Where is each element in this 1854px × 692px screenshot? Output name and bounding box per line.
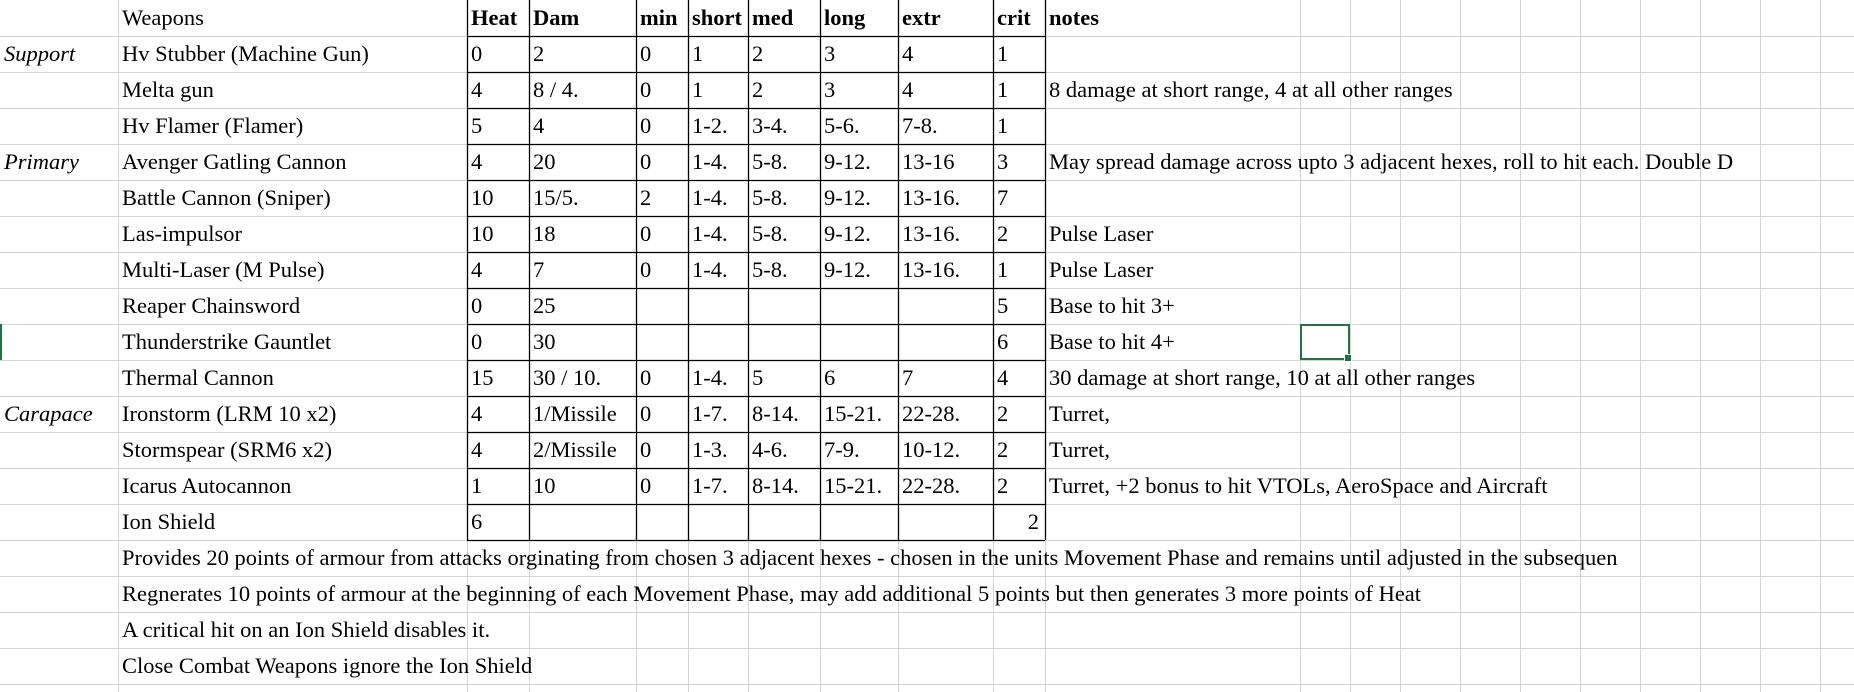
weapon-name[interactable]: Avenger Gatling Cannon xyxy=(122,149,347,174)
cell-min[interactable]: 0 xyxy=(640,401,652,426)
cell-dam[interactable]: 20 xyxy=(533,149,556,174)
footer-note[interactable]: A critical hit on an Ion Shield disables it. xyxy=(122,617,491,642)
cell-med[interactable]: 8-14. xyxy=(752,401,799,426)
cell-dam[interactable]: 10 xyxy=(533,473,556,498)
cell-heat[interactable]: 10 xyxy=(471,185,494,210)
cell-crit[interactable]: 3 xyxy=(997,149,1009,174)
cell-notes[interactable]: Pulse Laser xyxy=(1049,257,1154,282)
cell-notes[interactable]: May spread damage across upto 3 adjacent hexes, roll to hit each. Double D xyxy=(1049,149,1734,174)
cell-crit[interactable]: 2 xyxy=(997,221,1009,246)
cell-short[interactable]: 1-4. xyxy=(692,365,728,390)
cell-min[interactable] xyxy=(636,324,688,360)
cell-extr[interactable]: 4 xyxy=(902,77,914,102)
cell-dam[interactable]: 7 xyxy=(533,257,545,282)
cell-dam[interactable] xyxy=(529,504,636,540)
cell-min[interactable]: 0 xyxy=(640,365,652,390)
weapon-name[interactable]: Thermal Cannon xyxy=(122,365,274,390)
cell-long[interactable]: 3 xyxy=(824,41,836,66)
cell-heat[interactable]: 10 xyxy=(471,221,494,246)
cell-dam[interactable]: 2 xyxy=(533,41,545,66)
cell-med[interactable] xyxy=(748,288,820,324)
cell-long[interactable]: 15-21. xyxy=(824,473,883,498)
cell-med[interactable]: 2 xyxy=(752,41,764,66)
cell-long[interactable]: 6 xyxy=(824,365,836,390)
cell-extr[interactable]: 7 xyxy=(902,365,914,390)
cell-notes[interactable]: Turret, xyxy=(1049,401,1111,426)
cell-min[interactable]: 0 xyxy=(640,437,652,462)
cell-min[interactable]: 0 xyxy=(640,149,652,174)
cell-long[interactable] xyxy=(820,288,898,324)
cell-long[interactable]: 9-12. xyxy=(824,185,871,210)
cell-min[interactable]: 0 xyxy=(640,257,652,282)
footer-note[interactable]: Close Combat Weapons ignore the Ion Shield xyxy=(122,653,533,678)
cell-dam[interactable]: 4 xyxy=(533,113,545,138)
header-crit[interactable]: crit xyxy=(997,5,1031,30)
cell-extr[interactable]: 10-12. xyxy=(902,437,961,462)
header-weapons[interactable]: Weapons xyxy=(122,5,204,30)
cell-extr[interactable]: 13-16. xyxy=(902,221,961,246)
cell-notes[interactable]: 8 damage at short range, 4 at all other ranges xyxy=(1049,77,1453,102)
cell-short[interactable] xyxy=(688,288,748,324)
cell-extr[interactable]: 13-16. xyxy=(902,185,961,210)
cell-extr[interactable]: 13-16. xyxy=(902,257,961,282)
cell-heat[interactable]: 0 xyxy=(471,41,483,66)
cell-med[interactable] xyxy=(748,504,820,540)
cell-long[interactable]: 7-9. xyxy=(824,437,860,462)
cell-short[interactable]: 1 xyxy=(692,77,704,102)
header-min[interactable]: min xyxy=(640,5,678,30)
cell-med[interactable]: 5-8. xyxy=(752,257,788,282)
cell-short[interactable]: 1-4. xyxy=(692,221,728,246)
weapon-name[interactable]: Multi-Laser (M Pulse) xyxy=(122,257,325,282)
cell-crit[interactable]: 2 xyxy=(997,473,1009,498)
cell-med[interactable]: 3-4. xyxy=(752,113,788,138)
cell-dam[interactable]: 2/Missile xyxy=(533,437,617,462)
cell-dam[interactable]: 18 xyxy=(533,221,556,246)
cell-heat[interactable]: 6 xyxy=(471,509,483,534)
cell-min[interactable] xyxy=(636,504,688,540)
cell-crit[interactable]: 4 xyxy=(997,365,1009,390)
selected-cell[interactable] xyxy=(1300,324,1350,360)
cell-crit[interactable]: 5 xyxy=(997,293,1009,318)
cell-crit[interactable]: 2 xyxy=(997,437,1009,462)
group-label-support[interactable]: Support xyxy=(4,41,76,66)
cell-med[interactable] xyxy=(748,324,820,360)
cell-min[interactable]: 2 xyxy=(640,185,652,210)
header-dam[interactable]: Dam xyxy=(533,5,580,30)
header-notes[interactable]: notes xyxy=(1049,5,1099,30)
cell-long[interactable] xyxy=(820,504,898,540)
weapon-name[interactable]: Icarus Autocannon xyxy=(122,473,292,498)
cell-crit[interactable]: 1 xyxy=(997,77,1009,102)
weapon-name[interactable]: Ion Shield xyxy=(122,509,216,534)
weapon-name[interactable]: Las-impulsor xyxy=(122,221,242,246)
header-short[interactable]: short xyxy=(692,5,742,30)
cell-dam[interactable]: 8 / 4. xyxy=(533,77,579,102)
cell-crit[interactable]: 6 xyxy=(997,329,1009,354)
cell-min[interactable]: 0 xyxy=(640,221,652,246)
cell-extr[interactable] xyxy=(898,324,993,360)
cell-extr[interactable] xyxy=(898,504,993,540)
cell-heat[interactable]: 4 xyxy=(471,149,483,174)
cell-extr[interactable]: 13-16 xyxy=(902,149,955,174)
cell-short[interactable]: 1-7. xyxy=(692,401,728,426)
weapon-name[interactable]: Thunderstrike Gauntlet xyxy=(122,329,332,354)
cell-med[interactable]: 8-14. xyxy=(752,473,799,498)
cell-short[interactable]: 1-7. xyxy=(692,473,728,498)
weapon-name[interactable]: Reaper Chainsword xyxy=(122,293,301,318)
weapon-name[interactable]: Melta gun xyxy=(122,77,214,102)
cell-short[interactable]: 1-4. xyxy=(692,185,728,210)
cell-med[interactable]: 5 xyxy=(752,365,764,390)
cell-dam[interactable]: 30 / 10. xyxy=(533,365,602,390)
cell-med[interactable]: 4-6. xyxy=(752,437,788,462)
cell-min[interactable]: 0 xyxy=(640,113,652,138)
cell-notes[interactable]: Base to hit 3+ xyxy=(1049,293,1175,318)
cell-crit[interactable]: 2 xyxy=(1027,509,1039,534)
cell-short[interactable] xyxy=(688,504,748,540)
cell-med[interactable]: 5-8. xyxy=(752,185,788,210)
cell-dam[interactable]: 1/Missile xyxy=(533,401,617,426)
cell-min[interactable]: 0 xyxy=(640,473,652,498)
cell-med[interactable]: 5-8. xyxy=(752,149,788,174)
weapon-name[interactable]: Hv Flamer (Flamer) xyxy=(122,113,304,138)
header-med[interactable]: med xyxy=(752,5,794,30)
cell-long[interactable]: 15-21. xyxy=(824,401,883,426)
cell-heat[interactable]: 4 xyxy=(471,257,483,282)
cell-heat[interactable]: 4 xyxy=(471,77,483,102)
cell-med[interactable]: 5-8. xyxy=(752,221,788,246)
cell-short[interactable]: 1 xyxy=(692,41,704,66)
cell-dam[interactable]: 30 xyxy=(533,329,556,354)
header-extr[interactable]: extr xyxy=(902,5,941,30)
header-heat[interactable]: Heat xyxy=(471,5,518,30)
cell-notes[interactable]: 30 damage at short range, 10 at all other ranges xyxy=(1049,365,1476,390)
cell-short[interactable]: 1-3. xyxy=(692,437,728,462)
active-row-indicator xyxy=(0,324,2,360)
cell-heat[interactable]: 0 xyxy=(471,293,483,318)
cell-extr[interactable] xyxy=(898,288,993,324)
cell-heat[interactable]: 4 xyxy=(471,437,483,462)
footer-note[interactable]: Provides 20 points of armour from attacks orginating from chosen 3 adjacent hexes - chosen in the units Movement Phase and remains until adjusted in the subsequen xyxy=(122,545,1618,570)
cell-heat[interactable]: 4 xyxy=(471,401,483,426)
cell-notes[interactable]: Base to hit 4+ xyxy=(1049,329,1175,354)
group-label-carapace[interactable]: Carapace xyxy=(4,401,93,426)
cell-crit[interactable]: 1 xyxy=(997,41,1009,66)
cell-long[interactable]: 9-12. xyxy=(824,257,871,282)
weapon-name[interactable]: Hv Stubber (Machine Gun) xyxy=(122,41,369,66)
weapon-name[interactable]: Stormspear (SRM6 x2) xyxy=(122,437,332,462)
cell-extr[interactable]: 7-8. xyxy=(902,113,938,138)
cell-heat[interactable]: 5 xyxy=(471,113,483,138)
cell-heat[interactable]: 15 xyxy=(471,365,494,390)
cell-crit[interactable]: 2 xyxy=(997,401,1009,426)
weapon-name[interactable]: Battle Cannon (Sniper) xyxy=(122,185,331,210)
cell-dam[interactable]: 15/5. xyxy=(533,185,579,210)
cell-notes[interactable]: Pulse Laser xyxy=(1049,221,1154,246)
group-label-primary[interactable]: Primary xyxy=(4,149,79,174)
weapon-name[interactable]: Ironstorm (LRM 10 x2) xyxy=(122,401,337,426)
footer-note[interactable]: Regnerates 10 points of armour at the beginning of each Movement Phase, may add additional 5 points but then generates 3 more points of Heat xyxy=(122,581,1422,606)
cell-notes[interactable]: Turret, xyxy=(1049,437,1111,462)
cell-min[interactable]: 0 xyxy=(640,41,652,66)
cell-med[interactable]: 2 xyxy=(752,77,764,102)
cell-long[interactable]: 9-12. xyxy=(824,221,871,246)
cell-crit[interactable]: 1 xyxy=(997,113,1009,138)
cell-dam[interactable]: 25 xyxy=(533,293,556,318)
cell-long[interactable]: 3 xyxy=(824,77,836,102)
header-long[interactable]: long xyxy=(824,5,866,30)
cell-short[interactable]: 1-4. xyxy=(692,257,728,282)
cell-extr[interactable]: 4 xyxy=(902,41,914,66)
cell-short[interactable]: 1-4. xyxy=(692,149,728,174)
cell-extr[interactable]: 22-28. xyxy=(902,401,961,426)
cell-extr[interactable]: 22-28. xyxy=(902,473,961,498)
cell-heat[interactable]: 0 xyxy=(471,329,483,354)
cell-crit[interactable]: 7 xyxy=(997,185,1009,210)
cell-min[interactable]: 0 xyxy=(640,77,652,102)
cell-long[interactable]: 5-6. xyxy=(824,113,860,138)
cell-notes[interactable]: Turret, +2 bonus to hit VTOLs, AeroSpace and Aircraft xyxy=(1049,473,1548,498)
cell-crit[interactable]: 1 xyxy=(997,257,1009,282)
cell-long[interactable]: 9-12. xyxy=(824,149,871,174)
cell-short[interactable] xyxy=(688,324,748,360)
cell-heat[interactable]: 1 xyxy=(471,473,483,498)
cell-long[interactable] xyxy=(820,324,898,360)
cell-short[interactable]: 1-2. xyxy=(692,113,728,138)
cell-min[interactable] xyxy=(636,288,688,324)
